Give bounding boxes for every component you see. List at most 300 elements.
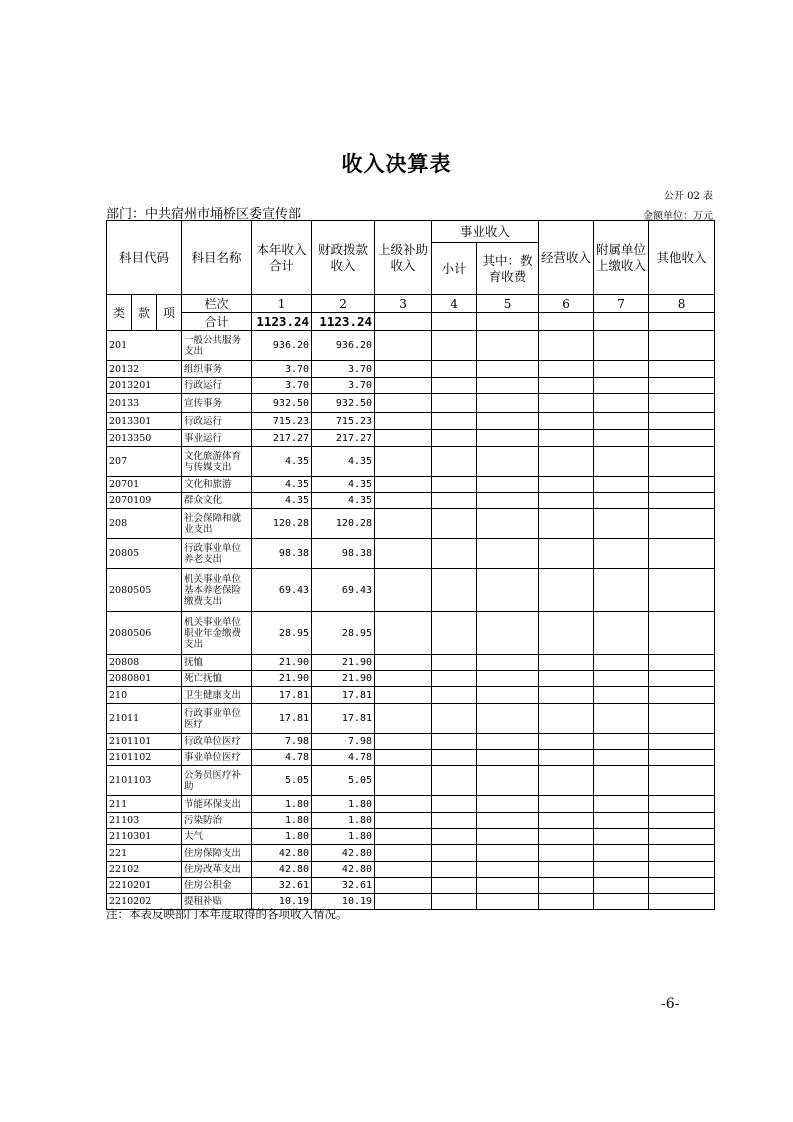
empty-cell: [477, 430, 539, 447]
total-income-cell: 217.27: [252, 430, 312, 447]
empty-cell: [539, 862, 594, 878]
empty-cell: [594, 687, 649, 704]
empty-cell: [649, 845, 715, 862]
header-operating: 经营收入: [539, 221, 594, 295]
empty-cell: [649, 862, 715, 878]
empty-cell: [432, 539, 477, 569]
subject-code: 2101101: [107, 734, 182, 750]
total-label: 合计: [182, 313, 252, 331]
header-fiscal: 财政拨款收入: [312, 221, 375, 295]
table-row: [107, 361, 715, 378]
empty-cell: [477, 331, 539, 361]
subject-name: 事业单位医疗: [182, 750, 252, 766]
empty-cell: [539, 569, 594, 612]
empty-cell: [375, 734, 432, 750]
empty-cell: [594, 447, 649, 477]
table-row: [107, 671, 715, 687]
empty-cell: [375, 687, 432, 704]
empty-cell: [649, 878, 715, 894]
empty-cell: [594, 413, 649, 430]
subject-name: 行政运行: [182, 378, 252, 394]
fiscal-cell: 5.05: [312, 766, 375, 796]
subject-code: 2101103: [107, 766, 182, 796]
fiscal-cell: 69.43: [312, 569, 375, 612]
header-total-income: 本年收入合计: [252, 221, 312, 295]
total-income-cell: 1.80: [252, 829, 312, 845]
empty-cell: [375, 569, 432, 612]
empty-cell: [375, 862, 432, 878]
empty-cell: [539, 796, 594, 813]
col-number: 1: [252, 295, 312, 313]
table-row: [107, 796, 715, 813]
fiscal-cell: 42.80: [312, 862, 375, 878]
total-income-cell: 10.19: [252, 894, 312, 910]
subject-code: 2080801: [107, 671, 182, 687]
empty-cell: [432, 704, 477, 734]
total-income-cell: 3.70: [252, 378, 312, 394]
empty-cell: [432, 687, 477, 704]
subject-name: 机关事业单位基本养老保险缴费支出: [182, 569, 252, 612]
subject-code: 208: [107, 509, 182, 539]
subject-code: 2101102: [107, 750, 182, 766]
empty-cell: [649, 750, 715, 766]
empty-cell: [539, 361, 594, 378]
empty-cell: [649, 612, 715, 655]
empty-cell: [432, 878, 477, 894]
empty-cell: [477, 394, 539, 413]
empty-cell: [649, 509, 715, 539]
total-income-cell: 4.35: [252, 447, 312, 477]
empty-cell: [649, 766, 715, 796]
empty-cell: [432, 813, 477, 829]
empty-cell: [375, 539, 432, 569]
total-income-cell: 98.38: [252, 539, 312, 569]
subject-name: 提租补贴: [182, 894, 252, 910]
table-row: [107, 477, 715, 493]
empty-cell: [649, 361, 715, 378]
empty-cell: [539, 413, 594, 430]
col-number: 5: [477, 295, 539, 313]
subject-code: 2110301: [107, 829, 182, 845]
empty-cell: [432, 766, 477, 796]
fiscal-cell: 98.38: [312, 539, 375, 569]
empty-cell: [594, 813, 649, 829]
table-row: [107, 539, 715, 569]
total-income-cell: 28.95: [252, 612, 312, 655]
empty-cell: [432, 378, 477, 394]
table-row: [107, 493, 715, 509]
table-row: [107, 734, 715, 750]
empty-cell: [477, 862, 539, 878]
subject-name: 公务员医疗补助: [182, 766, 252, 796]
fiscal-cell: 4.78: [312, 750, 375, 766]
fiscal-cell: 17.81: [312, 704, 375, 734]
empty-cell: [539, 878, 594, 894]
total-income-cell: 69.43: [252, 569, 312, 612]
fiscal-cell: 4.35: [312, 493, 375, 509]
table-row: [107, 687, 715, 704]
empty-cell: [594, 331, 649, 361]
total-income-cell: 42.80: [252, 845, 312, 862]
empty-cell: [432, 894, 477, 910]
table-row: [107, 813, 715, 829]
subject-name: 住房公积金: [182, 878, 252, 894]
empty-cell: [375, 394, 432, 413]
subject-name: 宣传事务: [182, 394, 252, 413]
empty-cell: [375, 612, 432, 655]
empty-cell: [477, 612, 539, 655]
table-row: [107, 704, 715, 734]
empty-cell: [649, 704, 715, 734]
table-row: [107, 378, 715, 394]
subject-code: 20701: [107, 477, 182, 493]
empty-cell: [649, 430, 715, 447]
total-income-cell: 936.20: [252, 331, 312, 361]
col-number: 3: [375, 295, 432, 313]
fiscal-cell: 32.61: [312, 878, 375, 894]
col-number: 7: [594, 295, 649, 313]
total-income-cell: 715.23: [252, 413, 312, 430]
empty-cell: [594, 845, 649, 862]
fiscal-cell: 42.80: [312, 845, 375, 862]
empty-cell: [375, 829, 432, 845]
empty-cell: [375, 655, 432, 671]
subject-code: 20133: [107, 394, 182, 413]
empty-cell: [539, 493, 594, 509]
header-lei: 类: [107, 295, 132, 331]
empty-cell: [375, 509, 432, 539]
empty-cell: [477, 734, 539, 750]
empty-cell: [594, 569, 649, 612]
empty-cell: [432, 509, 477, 539]
empty-cell: [432, 394, 477, 413]
empty-cell: [649, 796, 715, 813]
empty-cell: [477, 796, 539, 813]
empty-cell: [375, 766, 432, 796]
empty-cell: [649, 413, 715, 430]
empty-cell: [375, 894, 432, 910]
empty-cell: [649, 813, 715, 829]
empty-cell: [539, 829, 594, 845]
fiscal-cell: 932.50: [312, 394, 375, 413]
empty-cell: [539, 687, 594, 704]
subject-name: 住房改革支出: [182, 862, 252, 878]
empty-cell: [375, 477, 432, 493]
fiscal-cell: 17.81: [312, 687, 375, 704]
total-income-cell: 17.81: [252, 687, 312, 704]
subject-name: 群众文化: [182, 493, 252, 509]
empty-cell: [477, 813, 539, 829]
subject-code: 2080506: [107, 612, 182, 655]
subject-name: 住房保障支出: [182, 845, 252, 862]
empty-cell: [539, 655, 594, 671]
subject-name: 社会保障和就业支出: [182, 509, 252, 539]
empty-cell: [432, 493, 477, 509]
empty-cell: [649, 687, 715, 704]
empty-cell: [594, 734, 649, 750]
empty-cell: [375, 671, 432, 687]
empty-cell: [432, 477, 477, 493]
column-number-row: [107, 295, 715, 313]
empty-cell: [477, 413, 539, 430]
subject-code: 207: [107, 447, 182, 477]
empty-cell: [594, 612, 649, 655]
empty-cell: [375, 813, 432, 829]
empty-cell: [477, 361, 539, 378]
subject-name: 一般公共服务支出: [182, 331, 252, 361]
empty-cell: [375, 796, 432, 813]
subject-code: 2210202: [107, 894, 182, 910]
header-xiang: 项: [157, 295, 182, 331]
subject-name: 卫生健康支出: [182, 687, 252, 704]
table-row: [107, 331, 715, 361]
total-income-cell: 42.80: [252, 862, 312, 878]
table-row: [107, 394, 715, 413]
empty-cell: [477, 829, 539, 845]
header-name: 科目名称: [182, 221, 252, 295]
fiscal-cell: 21.90: [312, 655, 375, 671]
fiscal-cell: 3.70: [312, 378, 375, 394]
empty-cell: [649, 477, 715, 493]
subject-code: 2013301: [107, 413, 182, 430]
header-kuan: 款: [132, 295, 157, 331]
form-number: 公开 02 表: [663, 191, 713, 202]
empty-cell: [594, 796, 649, 813]
empty-cell: [539, 612, 594, 655]
table-row: [107, 766, 715, 796]
fiscal-cell: 120.28: [312, 509, 375, 539]
empty-cell: [649, 894, 715, 910]
empty-cell: [594, 378, 649, 394]
fiscal-cell: 1.80: [312, 813, 375, 829]
empty-cell: [649, 394, 715, 413]
empty-cell: [649, 378, 715, 394]
subject-name: 抚恤: [182, 655, 252, 671]
empty-cell: [649, 829, 715, 845]
empty-cell: [539, 430, 594, 447]
empty-cell: [432, 655, 477, 671]
empty-cell: [432, 734, 477, 750]
subject-code: 20805: [107, 539, 182, 569]
total-income-cell: 1.80: [252, 813, 312, 829]
empty-cell: [649, 655, 715, 671]
subject-code: 20132: [107, 361, 182, 378]
empty-cell: [539, 894, 594, 910]
total-income-cell: 4.78: [252, 750, 312, 766]
total-row: [107, 313, 715, 331]
empty-cell: [432, 796, 477, 813]
empty-cell: [375, 331, 432, 361]
empty-cell: [477, 447, 539, 477]
table-row: [107, 829, 715, 845]
subject-name: 组织事务: [182, 361, 252, 378]
empty-cell: [375, 430, 432, 447]
header-code: 科目代码: [107, 221, 182, 295]
empty-cell: [432, 862, 477, 878]
empty-cell: [375, 750, 432, 766]
empty-cell: [539, 750, 594, 766]
empty-cell: [539, 509, 594, 539]
empty-cell: [477, 704, 539, 734]
subject-code: 21103: [107, 813, 182, 829]
empty-cell: [594, 704, 649, 734]
empty-cell: [594, 539, 649, 569]
subject-name: 行政事业单位养老支出: [182, 539, 252, 569]
subject-name: 行政单位医疗: [182, 734, 252, 750]
fiscal-cell: 4.35: [312, 477, 375, 493]
total-income-cell: 1.80: [252, 796, 312, 813]
header-superior: 上级补助收入: [375, 221, 432, 295]
subject-code: 201: [107, 331, 182, 361]
table-row: [107, 612, 715, 655]
empty-cell: [539, 813, 594, 829]
empty-cell: [432, 845, 477, 862]
table-row: [107, 569, 715, 612]
empty-cell: [649, 493, 715, 509]
fiscal-cell: 21.90: [312, 671, 375, 687]
total-income-value: 1123.24: [252, 313, 312, 331]
table-row: [107, 862, 715, 878]
empty-cell: [594, 477, 649, 493]
empty-cell: [539, 447, 594, 477]
table-row: [107, 655, 715, 671]
subject-name: 行政运行: [182, 413, 252, 430]
empty-cell: [477, 671, 539, 687]
header-subtotal: 小计: [432, 243, 477, 295]
subject-code: 22102: [107, 862, 182, 878]
fiscal-cell: 10.19: [312, 894, 375, 910]
empty-cell: [649, 569, 715, 612]
empty-cell: [477, 493, 539, 509]
subject-code: 2013350: [107, 430, 182, 447]
empty-cell: [594, 509, 649, 539]
empty-cell: [594, 394, 649, 413]
empty-cell: [477, 845, 539, 862]
empty-cell: [432, 671, 477, 687]
page-number: -6-: [661, 996, 680, 1012]
subject-code: 2210201: [107, 878, 182, 894]
empty-cell: [594, 671, 649, 687]
total-income-cell: 7.98: [252, 734, 312, 750]
total-income-cell: 932.50: [252, 394, 312, 413]
empty-cell: [539, 331, 594, 361]
empty-cell: [477, 539, 539, 569]
income-table: [106, 220, 715, 910]
empty-cell: [594, 829, 649, 845]
empty-cell: [594, 430, 649, 447]
subject-name: 事业运行: [182, 430, 252, 447]
empty-cell: [594, 878, 649, 894]
empty-cell: [432, 413, 477, 430]
fiscal-cell: 4.35: [312, 447, 375, 477]
subject-name: 机关事业单位职业年金缴费支出: [182, 612, 252, 655]
total-income-cell: 17.81: [252, 704, 312, 734]
empty-cell: [539, 671, 594, 687]
table-row: [107, 447, 715, 477]
header-row-1: [107, 221, 715, 243]
empty-cell: [477, 750, 539, 766]
department-label: 部门：中共宿州市埇桥区委宣传部: [106, 207, 302, 222]
total-fiscal-value: 1123.24: [312, 313, 375, 331]
subject-name: 节能环保支出: [182, 796, 252, 813]
empty-cell: [477, 878, 539, 894]
empty-cell: [477, 766, 539, 796]
empty-cell: [432, 829, 477, 845]
table-row: [107, 509, 715, 539]
empty-cell: [594, 493, 649, 509]
amount-unit: 金额单位：万元: [643, 211, 713, 222]
empty-cell: [432, 447, 477, 477]
empty-cell: [477, 655, 539, 671]
header-education: 其中：教育收费: [477, 243, 539, 295]
empty-cell: [477, 509, 539, 539]
header-other: 其他收入: [649, 221, 715, 295]
table-note: 注：本表反映部门本年度取得的各项收入情况。: [106, 907, 348, 921]
col-number: 8: [649, 295, 715, 313]
header-affiliated: 附属单位上缴收入: [594, 221, 649, 295]
total-income-cell: 120.28: [252, 509, 312, 539]
empty-cell: [375, 493, 432, 509]
empty-cell: [594, 894, 649, 910]
empty-cell: [649, 539, 715, 569]
data-rows: [107, 331, 715, 910]
empty-cell: [539, 734, 594, 750]
empty-cell: [432, 430, 477, 447]
empty-cell: [375, 413, 432, 430]
empty-cell: [432, 612, 477, 655]
table-row: [107, 878, 715, 894]
table-row: [107, 413, 715, 430]
fiscal-cell: 28.95: [312, 612, 375, 655]
subject-code: 211: [107, 796, 182, 813]
subject-code: 21011: [107, 704, 182, 734]
subject-name: 行政事业单位医疗: [182, 704, 252, 734]
empty-cell: [375, 447, 432, 477]
empty-cell: [594, 750, 649, 766]
empty-cell: [432, 569, 477, 612]
subject-name: 文化和旅游: [182, 477, 252, 493]
col-number: 4: [432, 295, 477, 313]
total-income-cell: 3.70: [252, 361, 312, 378]
total-income-cell: 21.90: [252, 671, 312, 687]
table-row: [107, 750, 715, 766]
fiscal-cell: 936.20: [312, 331, 375, 361]
empty-cell: [539, 378, 594, 394]
subject-code: 221: [107, 845, 182, 862]
total-income-cell: 4.35: [252, 493, 312, 509]
table-row: [107, 845, 715, 862]
fiscal-cell: 7.98: [312, 734, 375, 750]
fiscal-cell: 1.80: [312, 829, 375, 845]
empty-cell: [594, 361, 649, 378]
empty-cell: [477, 894, 539, 910]
empty-cell: [649, 671, 715, 687]
subject-name: 文化旅游体育与传媒支出: [182, 447, 252, 477]
empty-cell: [375, 378, 432, 394]
empty-cell: [375, 361, 432, 378]
fiscal-cell: 3.70: [312, 361, 375, 378]
page-title: 收入决算表: [341, 151, 452, 176]
subject-code: 2013201: [107, 378, 182, 394]
empty-cell: [594, 862, 649, 878]
empty-cell: [649, 447, 715, 477]
empty-cell: [539, 394, 594, 413]
empty-cell: [539, 477, 594, 493]
subject-name: 大气: [182, 829, 252, 845]
empty-cell: [594, 766, 649, 796]
empty-cell: [539, 766, 594, 796]
subject-name: 污染防治: [182, 813, 252, 829]
